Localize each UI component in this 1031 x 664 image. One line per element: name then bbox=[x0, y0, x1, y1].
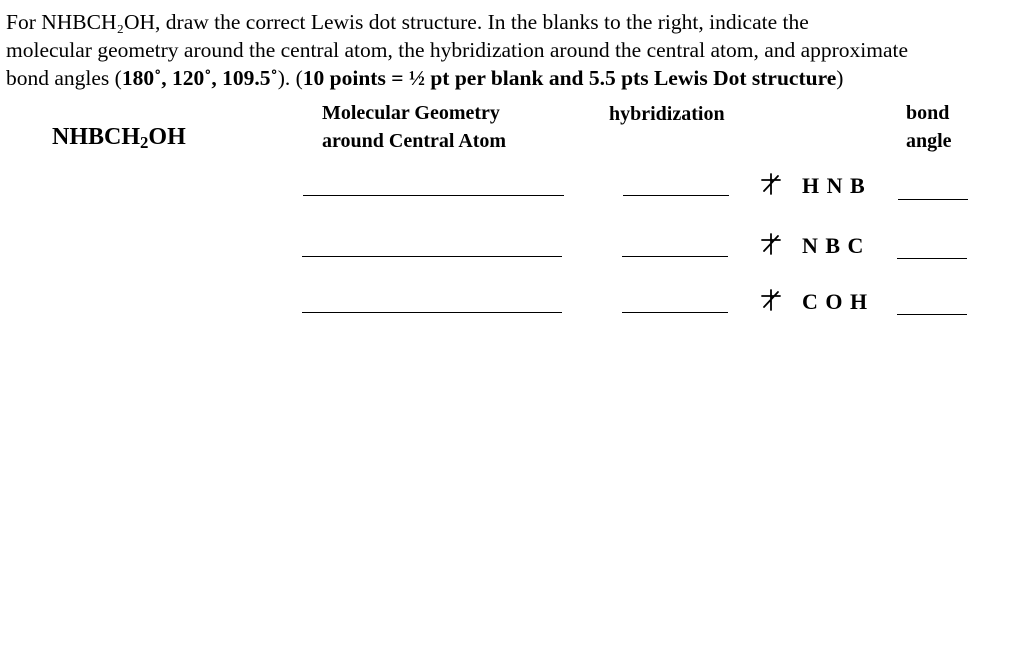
bond-angle-label-hnb: H N B bbox=[802, 173, 866, 198]
header-bond-line-2: angle bbox=[906, 130, 952, 152]
header-hybridization: hybridization bbox=[609, 103, 725, 125]
bond-angle-blank-3[interactable] bbox=[897, 314, 967, 315]
question-line-3 bbox=[6, 64, 1026, 92]
bond-angle-label-coh: C O H bbox=[802, 289, 869, 314]
bond-angle-label-nbc: N B C bbox=[802, 233, 865, 258]
hybridization-blank-1[interactable] bbox=[623, 195, 729, 196]
question-text bbox=[6, 8, 1026, 92]
question-line-2: molecular geometry around the central atom, the hybridization around the central atom, and approximate bbox=[6, 38, 909, 62]
molecule-subscript: 2 bbox=[140, 133, 149, 153]
molecule-part-2: OH bbox=[148, 124, 186, 150]
bond-angle-blank-2[interactable] bbox=[897, 258, 967, 259]
asterisk-mark-icon bbox=[760, 233, 782, 255]
asterisk-mark-icon bbox=[760, 173, 782, 195]
bond-angle-options: 180˚, 120˚, 109.5˚ bbox=[121, 66, 278, 90]
geometry-blank-2[interactable] bbox=[302, 256, 562, 257]
geometry-blank-3[interactable] bbox=[302, 312, 562, 313]
hybridization-blank-3[interactable] bbox=[622, 312, 728, 313]
hybridization-blank-2[interactable] bbox=[622, 256, 728, 257]
question-line-3-pre: bond angles ( bbox=[6, 66, 122, 90]
header-bond-line-1: bond bbox=[906, 102, 950, 124]
bond-angle-blank-1[interactable] bbox=[898, 199, 968, 200]
question-line-1: For NHBCH₂OH, draw the correct Lewis dot structure. In the blanks to the right, indicate the bbox=[6, 10, 809, 34]
question-line-3-mid: ). ( bbox=[277, 66, 303, 90]
molecule-part-1: NHBCH bbox=[52, 124, 141, 150]
geometry-blank-1[interactable] bbox=[303, 195, 564, 196]
molecule-formula bbox=[52, 122, 186, 152]
header-geometry-line-2: around Central Atom bbox=[322, 130, 507, 152]
question-line-3-post: ) bbox=[836, 66, 844, 90]
header-geometry-line-1: Molecular Geometry bbox=[322, 102, 500, 124]
points-breakdown: 10 points = ½ pt per blank and 5.5 pts Lewis Dot structure bbox=[302, 66, 837, 90]
asterisk-mark-icon bbox=[760, 289, 782, 311]
